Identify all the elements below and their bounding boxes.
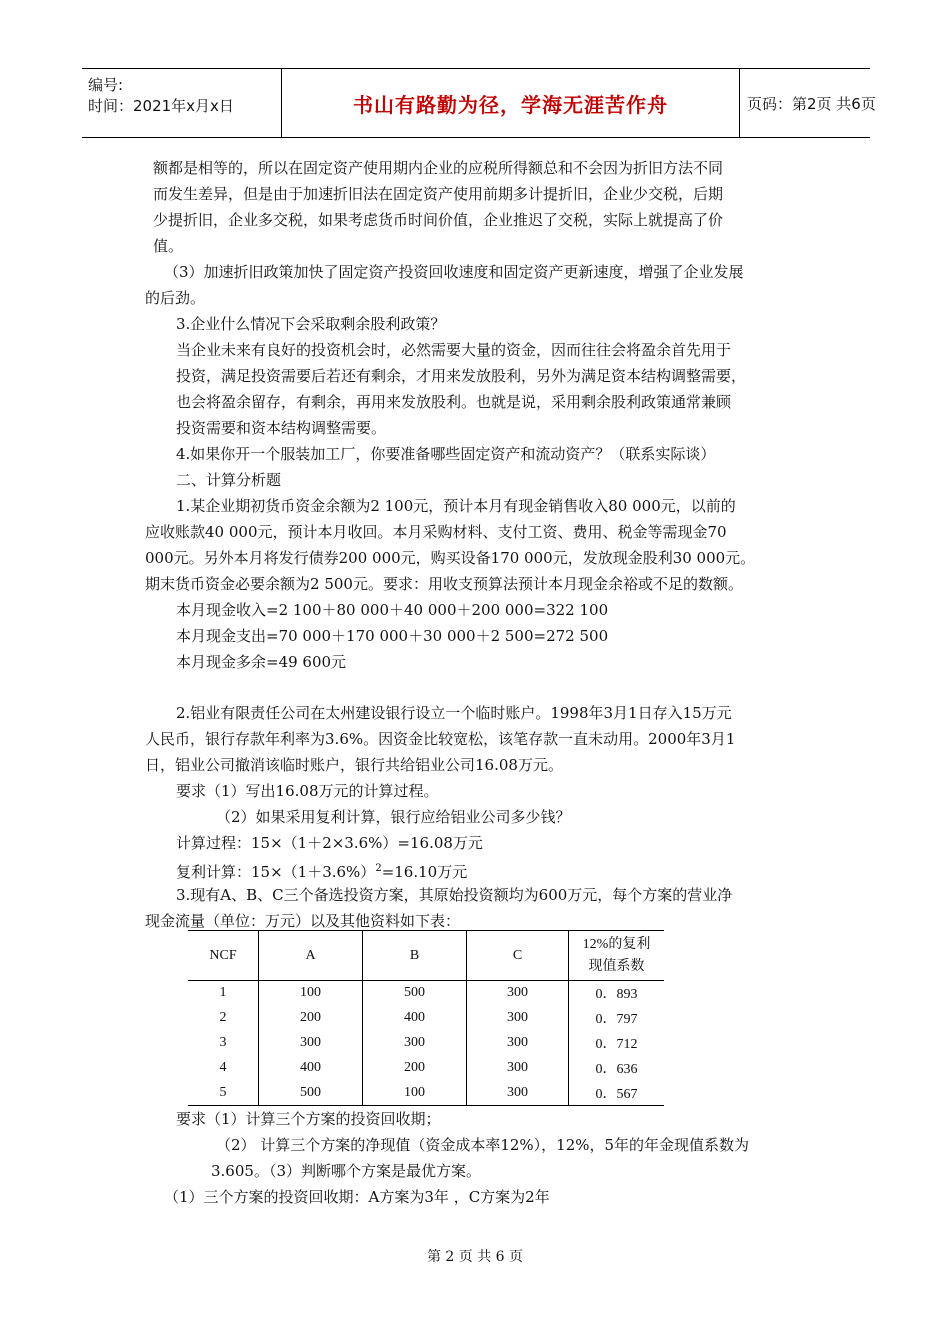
table-cell: 300 <box>363 1031 467 1056</box>
table-cell: 5 <box>219 1084 227 1100</box>
formula-line: 本月现金收入=2 100＋80 000＋40 000＋200 000=322 100 <box>176 601 609 619</box>
table-cell: 0．712 <box>569 1031 665 1056</box>
serial-label: 编号: <box>88 76 124 94</box>
header-cell: A <box>259 931 363 981</box>
table-cell: 0．893 <box>569 981 665 1006</box>
formula-line: 本月现金多余=49 600元 <box>176 653 347 671</box>
table-cell: 200 <box>363 1056 467 1081</box>
table-cell: 300 <box>467 1081 569 1106</box>
paragraph-line: 期末货币资金必要余额为2 500元。要求：用收支预算法预计本月现金余裕或不足的数额。 <box>145 575 743 593</box>
paragraph-line: （2） 计算三个方案的净现值（资金成本率12%），12%，5年的年金现值系数为 <box>216 1136 750 1154</box>
page-footer: 第 2 页 共 6 页 <box>426 1249 524 1265</box>
question-heading: 4.如果你开一个服装加工厂，你要准备哪些固定资产和流动资产？（联系实际谈） <box>176 445 716 463</box>
table-cell: 200 <box>259 1006 363 1031</box>
header-cell: C <box>467 931 569 981</box>
cash-flow-table <box>188 930 664 1106</box>
paragraph-line: 1.某企业期初货币资金余额为2 100元，预计本月有现金销售收入80 000元，以前的 <box>176 497 736 515</box>
page-indicator: 页码：第2页 共6页 <box>747 95 876 113</box>
motto-text: 书山有路勤为径，学海无涯苦作舟 <box>353 93 668 117</box>
table-row <box>188 1056 664 1081</box>
paragraph-line: （3）加速折旧政策加快了固定资产投资回收速度和固定资产更新速度，增强了企业发展 <box>164 263 744 281</box>
table-cell: 300 <box>259 1031 363 1056</box>
table-cell: 0．567 <box>569 1081 665 1106</box>
exponent: 2 <box>375 863 382 874</box>
paragraph-line: 3.605。（3）判断哪个方案是最优方案。 <box>211 1162 481 1180</box>
table-cell: 4 <box>219 1060 227 1075</box>
header-text: 现值系数 <box>588 958 645 974</box>
paragraph-line: （1）三个方案的投资回收期：A方案为3年 ，C方案为2年 <box>164 1188 550 1206</box>
paragraph-line: 应收账款40 000元，预计本月收回。本月采购材料、支付工资、费用、税金等需现金70 <box>145 523 727 541</box>
table-cell: 500 <box>363 981 467 1006</box>
header-cell: B <box>363 931 467 981</box>
header-info-cell <box>82 69 281 137</box>
table-cell: 300 <box>467 1031 569 1056</box>
table-cell: 3 <box>219 1035 227 1050</box>
page-header <box>82 68 876 138</box>
table-header-row <box>188 931 664 981</box>
header-page-cell <box>739 69 876 137</box>
table-cell: 400 <box>259 1056 363 1081</box>
paragraph-line: 的后劲。 <box>145 289 206 307</box>
table-cell: 300 <box>467 1056 569 1081</box>
paragraph-line: 要求（1）写出16.08万元的计算过程。 <box>176 782 439 800</box>
paragraph-line: 日，铝业公司撤消该临时账户，银行共给铝业公司16.08万元。 <box>145 756 563 774</box>
paragraph-line: 现金流量（单位：万元）以及其他资料如下表： <box>145 912 461 930</box>
paragraph-line: 2.铝业有限责任公司在太州建设银行设立一个临时账户。1998年3月1日存入15万元 <box>176 704 732 722</box>
paragraph-line: （2）如果采用复利计算，银行应给铝业公司多少钱？ <box>216 808 571 826</box>
table-cell: 300 <box>467 1006 569 1031</box>
paragraph-line: 人民币，银行存款年利率为3.6%。因资金比较宽松，该笔存款一直未动用。2000年3月1 <box>145 730 736 748</box>
table-cell: 500 <box>259 1081 363 1106</box>
formula-line <box>176 859 467 882</box>
header-motto-cell <box>281 69 740 137</box>
table-cell: 400 <box>363 1006 467 1031</box>
date-label: 时间：2021年x月x日 <box>88 97 234 115</box>
table-cell: 0．797 <box>569 1006 665 1031</box>
table-cell: 2 <box>219 1010 227 1025</box>
paragraph-line: 而发生差异，但是由于加速折旧法在固定资产使用前期多计提折旧，企业少交税，后期 <box>153 185 724 203</box>
table-cell: 100 <box>363 1081 467 1106</box>
paragraph-line: 额都是相等的，所以在固定资产使用期内企业的应税所得额总和不会因为折旧方法不同 <box>153 159 724 177</box>
table-row <box>188 981 664 1006</box>
paragraph-line: 少提折旧，企业多交税，如果考虑货币时间价值，企业推迟了交税，实际上就提高了价 <box>153 211 724 229</box>
formula-line: 计算过程：15×（1＋2×3.6%）=16.08万元 <box>176 834 483 852</box>
formula-line: 本月现金支出=70 000＋170 000＋30 000＋2 500=272 500 <box>176 627 609 645</box>
header-cell: NCF <box>209 947 237 963</box>
paragraph-line: 投资，满足投资需要后若还有剩余，才用来发放股利，另外为满足资本结构调整需要， <box>176 367 747 385</box>
paragraph-line: 值。 <box>153 237 184 255</box>
table-cell: 100 <box>259 981 363 1006</box>
formula-text: 复利计算：15×（1＋3.6%） <box>176 863 376 881</box>
header-text: 12%的复利 <box>582 936 651 952</box>
header-cell <box>569 931 665 981</box>
section-heading: 二、计算分析题 <box>176 471 282 489</box>
table-row <box>188 1081 664 1106</box>
table-row <box>188 1006 664 1031</box>
paragraph-line: 也会将盈余留存，有剩余，再用来发放股利。也就是说，采用剩余股利政策通常兼顾 <box>176 393 732 411</box>
paragraph-line: 当企业未来有良好的投资机会时，必然需要大量的资金，因而往往会将盈余首先用于 <box>176 341 732 359</box>
paragraph-line: 要求（1）计算三个方案的投资回收期； <box>176 1110 441 1128</box>
paragraph-line: 000元。另外本月将发行债券200 000元，购买设备170 000元，发放现金股利30 000元。 <box>145 549 756 567</box>
formula-text: =16.10万元 <box>381 863 468 881</box>
paragraph-line: 3.现有A、B、C三个备选投资方案，其原始投资额均为600万元，每个方案的营业净 <box>176 886 733 904</box>
table-cell: 1 <box>219 985 227 1001</box>
question-heading: 3.企业什么情况下会采取剩余股利政策？ <box>176 315 446 333</box>
table-cell: 0．636 <box>569 1056 665 1081</box>
table-cell: 300 <box>467 981 569 1006</box>
paragraph-line: 投资需要和资本结构调整需要。 <box>176 419 387 437</box>
table-row <box>188 1031 664 1056</box>
